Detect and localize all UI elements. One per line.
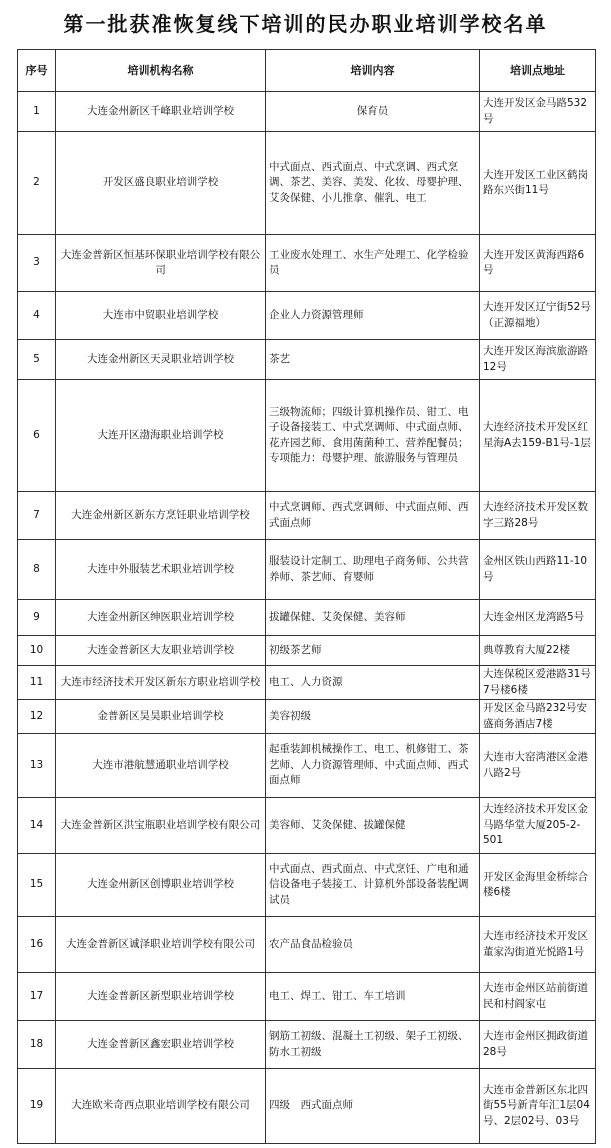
row-address: 大连开发区海滨旅游路12号 — [480, 340, 596, 380]
row-address: 开发区金海里金桥综合楼6楼 — [480, 854, 596, 917]
row-no: 17 — [18, 973, 56, 1021]
row-address: 大连市大窑湾港区金港八路2号 — [480, 734, 596, 798]
row-no: 15 — [18, 854, 56, 917]
row-address: 大连开发区工业区鹤岗路东兴街11号 — [480, 132, 596, 235]
row-address: 大连经济技术开发区红星海A去159-B1号-1层 — [480, 380, 596, 492]
row-no: 9 — [18, 600, 56, 636]
row-name: 金普新区昊昊职业培训学校 — [56, 700, 266, 734]
table-row — [18, 1069, 596, 1144]
table-row — [18, 973, 596, 1021]
row-name: 大连金普新区洪宝瓶职业培训学校有限公司 — [56, 798, 266, 854]
row-no: 4 — [18, 292, 56, 340]
row-name: 大连金州新区天灵职业培训学校 — [56, 340, 266, 380]
row-content: 四级 西式面点师 — [266, 1069, 480, 1144]
table-row — [18, 340, 596, 380]
table-row — [18, 666, 596, 700]
row-address: 金州区铁山西路11-10号 — [480, 540, 596, 600]
row-address: 大连开发区黄海西路6号 — [480, 235, 596, 292]
row-no: 16 — [18, 917, 56, 973]
row-content: 农产品食品检验员 — [266, 917, 480, 973]
table-row — [18, 636, 596, 666]
table-row — [18, 798, 596, 854]
row-content: 美容师、艾灸保健、拔罐保健 — [266, 798, 480, 854]
table-row — [18, 600, 596, 636]
row-name: 大连开区渤海职业培训学校 — [56, 380, 266, 492]
row-name: 大连中外服装艺术职业培训学校 — [56, 540, 266, 600]
row-content: 拔罐保健、艾灸保健、美容师 — [266, 600, 480, 636]
table-row — [18, 92, 596, 132]
row-name: 大连市中贸职业培训学校 — [56, 292, 266, 340]
table-row — [18, 734, 596, 798]
row-content: 保育员 — [266, 92, 480, 132]
row-name: 大连金普新区新型职业培训学校 — [56, 973, 266, 1021]
row-content: 起重装卸机械操作工、电工、机修钳工、茶艺师、人力资源管理师、中式面点师、西式面点师 — [266, 734, 480, 798]
row-name: 大连欧米奇西点职业培训学校有限公司 — [56, 1069, 266, 1144]
row-address: 大连开发区辽宁街52号（正源福地） — [480, 292, 596, 340]
school-list-table — [17, 49, 596, 1144]
table-row — [18, 235, 596, 292]
row-no: 11 — [18, 666, 56, 700]
row-no: 3 — [18, 235, 56, 292]
table-row — [18, 492, 596, 540]
row-no: 12 — [18, 700, 56, 734]
row-name: 大连市港航慧通职业培训学校 — [56, 734, 266, 798]
row-content: 中式面点、西式面点、中式烹调、西式烹调、茶艺、美容、美发、化妆、母婴护理、艾灸保健、小儿推拿、催乳、电工 — [266, 132, 480, 235]
table-row — [18, 380, 596, 492]
row-no: 8 — [18, 540, 56, 600]
row-content: 中式面点、西式面点、中式烹饪、广电和通信设备电子装接工、计算机外部设备装配调试员 — [266, 854, 480, 917]
row-address: 典尊教育大厦22楼 — [480, 636, 596, 666]
table-row — [18, 1021, 596, 1069]
row-address: 大连金州区龙湾路5号 — [480, 600, 596, 636]
row-content: 初级茶艺师 — [266, 636, 480, 666]
row-no: 18 — [18, 1021, 56, 1069]
row-content: 电工、人力资源 — [266, 666, 480, 700]
header-content: 培训内容 — [266, 50, 480, 92]
row-name: 大连金州新区创博职业培训学校 — [56, 854, 266, 917]
row-address: 大连市金普新区东北四街55号新青年汇1层04号、2层02号、03号 — [480, 1069, 596, 1144]
row-address: 大连开发区金马路532号 — [480, 92, 596, 132]
row-name: 大连市经济技术开发区新东方职业培训学校 — [56, 666, 266, 700]
row-address: 大连市金州区拥政街道28号 — [480, 1021, 596, 1069]
row-name: 大连金普新区鑫宏职业培训学校 — [56, 1021, 266, 1069]
row-name: 大连金普新区恒基环保职业培训学校有限公司 — [56, 235, 266, 292]
document-title: 第一批获准恢复线下培训的民办职业培训学校名单 — [63, 12, 548, 36]
row-name: 大连金普新区诚泽职业培训学校有限公司 — [56, 917, 266, 973]
row-no: 14 — [18, 798, 56, 854]
row-name: 开发区盛良职业培训学校 — [56, 132, 266, 235]
row-no: 19 — [18, 1069, 56, 1144]
header-no: 序号 — [18, 50, 56, 92]
row-no: 6 — [18, 380, 56, 492]
row-content: 中式烹调师、西式烹调师、中式面点师、西式面点师 — [266, 492, 480, 540]
row-content: 服装设计定制工、助理电子商务师、公共营养师、茶艺师、育婴师 — [266, 540, 480, 600]
row-name: 大连金州新区千峰职业培训学校 — [56, 92, 266, 132]
table-row — [18, 292, 596, 340]
table-row — [18, 854, 596, 917]
row-content: 企业人力资源管理师 — [266, 292, 480, 340]
row-content: 工业废水处理工、水生产处理工、化学检验员 — [266, 235, 480, 292]
row-content: 钢筋工初级、混凝土工初级、架子工初级、防水工初级 — [266, 1021, 480, 1069]
row-name: 大连金普新区大友职业培训学校 — [56, 636, 266, 666]
row-content: 美容初级 — [266, 700, 480, 734]
row-no: 5 — [18, 340, 56, 380]
row-address: 大连保税区爱港路31号7号楼6楼 — [480, 666, 596, 700]
row-name: 大连金州新区绅医职业培训学校 — [56, 600, 266, 636]
row-address: 开发区金马路232号安盛商务酒店7楼 — [480, 700, 596, 734]
row-name: 大连金州新区新东方烹饪职业培训学校 — [56, 492, 266, 540]
table-row — [18, 540, 596, 600]
row-no: 1 — [18, 92, 56, 132]
row-no: 13 — [18, 734, 56, 798]
row-address: 大连经济技术开发区金马路华堂大厦205-2-501 — [480, 798, 596, 854]
table-row — [18, 132, 596, 235]
table-row — [18, 700, 596, 734]
table-row — [18, 917, 596, 973]
row-content: 茶艺 — [266, 340, 480, 380]
table-header-row — [18, 50, 596, 92]
row-no: 2 — [18, 132, 56, 235]
row-content: 电工、焊工、钳工、车工培训 — [266, 973, 480, 1021]
header-name: 培训机构名称 — [56, 50, 266, 92]
row-no: 7 — [18, 492, 56, 540]
row-content: 三级物流师；四级计算机操作员、钳工、电子设备接装工、中式烹调师、中式面点师、花卉园艺师、食用菌菌种工、营养配餐员；专项能力：母婴护理、旅游服务与管理员 — [266, 380, 480, 492]
row-address: 大连经济技术开发区数字三路28号 — [480, 492, 596, 540]
row-address: 大连市经济技术开发区董家沟街道光悦路1号 — [480, 917, 596, 973]
row-no: 10 — [18, 636, 56, 666]
header-address: 培训点地址 — [480, 50, 596, 92]
row-address: 大连市金州区站前街道民和村阎家屯 — [480, 973, 596, 1021]
